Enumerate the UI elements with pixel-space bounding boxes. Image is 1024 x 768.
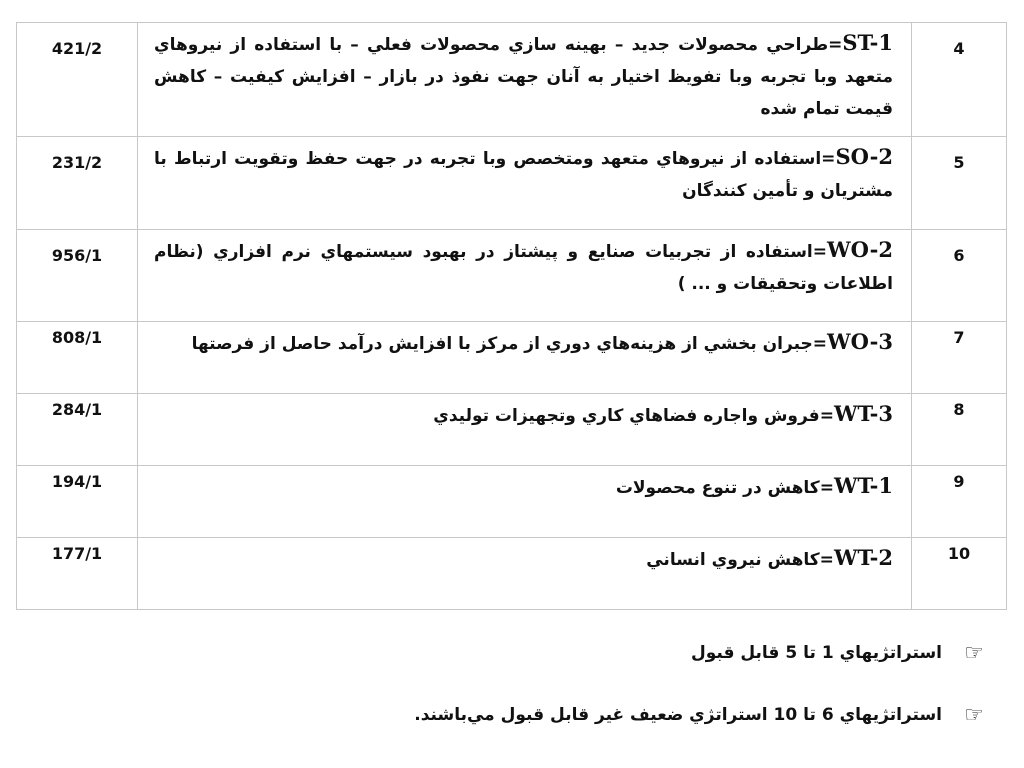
table-row bbox=[17, 538, 1007, 610]
strategy-text: =جبران بخشي از هزينه‌هاي دوري از مرکز با افزايش درآمد حاصل از فرصتها bbox=[191, 334, 828, 354]
table-row bbox=[17, 23, 1007, 137]
score-cell: 956/1 bbox=[17, 230, 138, 322]
table-row bbox=[17, 230, 1007, 322]
score-cell: 284/1 bbox=[17, 394, 138, 466]
pointing-hand-icon: ☜ bbox=[964, 640, 984, 666]
table-row bbox=[17, 394, 1007, 466]
score-cell: 177/1 bbox=[17, 538, 138, 610]
strategy-cell bbox=[138, 230, 912, 322]
table-row bbox=[17, 466, 1007, 538]
strategy-cell bbox=[138, 466, 912, 538]
score-cell: 421/2 bbox=[17, 23, 138, 137]
strategy-text: =فروش واجاره فضاهاي کاري وتجهيزات توليدي bbox=[433, 406, 834, 426]
strategy-cell bbox=[138, 322, 912, 394]
row-number: 8 bbox=[912, 394, 1007, 466]
strategy-code: WO-3 bbox=[827, 329, 893, 354]
strategy-text: =استفاده از نيروهاي متعهد ومتخصص وبا تجربه در جهت حفظ وتقويت ارتباط با مشتريان و تأمين کنندگان bbox=[154, 149, 893, 201]
row-number: 6 bbox=[912, 230, 1007, 322]
table-row bbox=[17, 322, 1007, 394]
score-cell: 231/2 bbox=[17, 137, 138, 230]
notes-list bbox=[288, 634, 988, 758]
strategy-code: ST-1 bbox=[842, 30, 893, 55]
row-number: 7 bbox=[912, 322, 1007, 394]
strategy-code: WO-2 bbox=[827, 237, 893, 262]
row-number: 9 bbox=[912, 466, 1007, 538]
row-number: 5 bbox=[912, 137, 1007, 230]
table-row bbox=[17, 137, 1007, 230]
strategy-text: =طراحي محصولات جديد – بهينه سازي محصولات فعلي – با استفاده از نيروهاي متعهد وبا تجربه وبا تفويظ اختيار به آنان جهت نفوذ در بازار – افزايش کيفيت – کاهش قيمت تمام شده bbox=[154, 35, 893, 119]
strategy-cell bbox=[138, 23, 912, 137]
row-number: 10 bbox=[912, 538, 1007, 610]
strategy-text: =کاهش نيروي انساني bbox=[646, 550, 834, 570]
strategy-code: WT-1 bbox=[833, 473, 893, 498]
strategy-code: WT-3 bbox=[833, 401, 893, 426]
score-cell: 194/1 bbox=[17, 466, 138, 538]
row-number: 4 bbox=[912, 23, 1007, 137]
note-text: استراتژيهاي 1 تا 5 قابل قبول bbox=[690, 643, 942, 663]
pointing-hand-icon: ☜ bbox=[964, 702, 984, 728]
strategy-text: =استفاده از تجربيات صنايع و پيشتاز در بهبود سيستمهاي نرم افزاري (نظام اطلاعات وتحقيقات و ... ) bbox=[154, 242, 893, 294]
note-item bbox=[288, 696, 988, 734]
score-cell: 808/1 bbox=[17, 322, 138, 394]
strategy-cell bbox=[138, 538, 912, 610]
strategy-text: =کاهش در تنوع محصولات bbox=[615, 478, 834, 498]
note-item bbox=[288, 634, 988, 672]
strategy-table bbox=[16, 22, 1007, 610]
note-text: استراتژيهاي 6 تا 10 استراتژي ضعيف غير قابل قبول مي‌باشند. bbox=[414, 705, 942, 725]
strategy-cell bbox=[138, 394, 912, 466]
strategy-code: SO-2 bbox=[835, 144, 893, 169]
strategy-code: WT-2 bbox=[833, 545, 893, 570]
strategy-cell bbox=[138, 137, 912, 230]
